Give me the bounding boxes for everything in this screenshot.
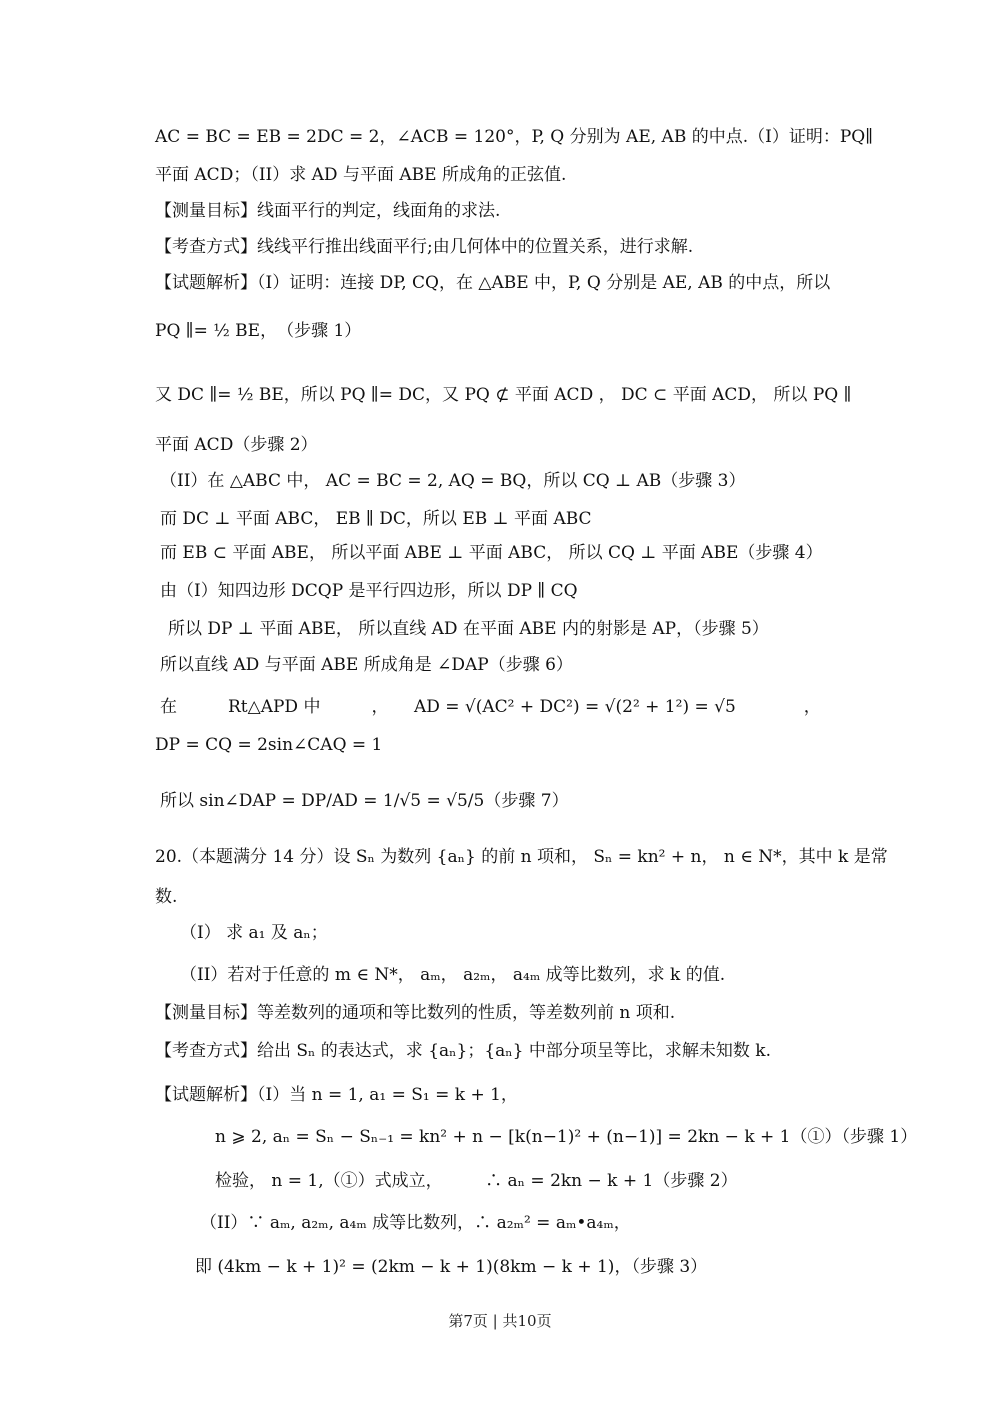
text-line: 检验， n = 1,（①）式成立， ∴ aₙ = 2kn − k + 1（步骤 2） [215, 1171, 738, 1191]
text-line: 所以 DP ⊥ 平面 ABE， 所以直线 AD 在平面 ABE 内的射影是 AP，（步骤 5） [168, 619, 769, 639]
text-line: （I） 求 a₁ 及 aₙ； [180, 923, 328, 943]
text-line: 20.（本题满分 14 分）设 Sₙ 为数列 {aₙ} 的前 n 项和， Sₙ = kn² + n， n ∈ N*，其中 k 是常 [155, 847, 888, 867]
text-line: 由（I）知四边形 DCQP 是平行四边形，所以 DP ∥ CQ [160, 581, 578, 601]
text-line: 而 EB ⊂ 平面 ABE， 所以平面 ABE ⊥ 平面 ABC， 所以 CQ ⊥ 平面 ABE（步骤 4） [160, 543, 823, 563]
text-line: 【测量目标】线面平行的判定，线面角的求法. [155, 201, 501, 221]
text-line: 所以 sin∠DAP = DP/AD = 1/√5 = √5/5（步骤 7） [160, 791, 569, 811]
text-line: （II）∵ aₘ, a₂ₘ, a₄ₘ 成等比数列，∴ a₂ₘ² = aₘ•a₄ₘ， [200, 1213, 631, 1233]
text-line: 数. [155, 887, 178, 907]
page-footer: 第7页 | 共10页 [448, 1312, 552, 1330]
text-line: 【考查方式】线线平行推出线面平行;由几何体中的位置关系，进行求解. [155, 237, 694, 257]
text-line: 【试题解析】（I）当 n = 1, a₁ = S₁ = k + 1， [155, 1085, 518, 1105]
text-line: 即 (4km − k + 1)² = (2km − k + 1)(8km − k + 1)，（步骤 3） [195, 1257, 708, 1277]
text-line: 【考查方式】给出 Sₙ 的表达式，求 {aₙ}；{aₙ} 中部分项呈等比，求解未知数 k. [155, 1041, 771, 1061]
text-line: 而 DC ⊥ 平面 ABC， EB ∥ DC，所以 EB ⊥ 平面 ABC [160, 509, 592, 529]
text-line: 平面 ACD；（II）求 AD 与平面 ABE 所成角的正弦值. [155, 165, 567, 185]
text-line: n ⩾ 2, aₙ = Sₙ − Sₙ₋₁ = kn² + n − [k(n−1)² + (n−1)] = 2kn − k + 1（①）（步骤 1） [215, 1127, 918, 1147]
text-line: 【试题解析】（I）证明：连接 DP, CQ，在 △ABE 中，P, Q 分别是 AE, AB 的中点，所以 [155, 273, 831, 293]
text-line: 所以直线 AD 与平面 ABE 所成角是 ∠DAP（步骤 6） [160, 655, 573, 675]
text-line: AC = BC = EB = 2DC = 2，∠ACB = 120°，P, Q 分别为 AE, AB 的中点.（I）证明：PQ∥ [155, 127, 874, 147]
text-line: （II）在 △ABC 中， AC = BC = 2, AQ = BQ，所以 CQ ⊥ AB（步骤 3） [160, 471, 746, 491]
text-line: （II）若对于任意的 m ∈ N*， aₘ， a₂ₘ， a₄ₘ 成等比数列，求 k 的值. [180, 965, 726, 985]
text-line: 又 DC ∥= ½ BE，所以 PQ ∥= DC，又 PQ ⊄ 平面 ACD ， DC ⊂ 平面 ACD， 所以 PQ ∥ [155, 385, 852, 405]
text-line: 【测量目标】等差数列的通项和等比数列的性质，等差数列前 n 项和. [155, 1003, 676, 1023]
text-line: PQ ∥= ½ BE， （步骤 1） [155, 321, 362, 341]
text-line: 在 Rt△APD 中 ， AD = √(AC² + DC²) = √(2² + 1²) = √5 ， [160, 697, 821, 717]
text-line: 平面 ACD（步骤 2） [155, 435, 318, 455]
text-line: DP = CQ = 2sin∠CAQ = 1 [155, 735, 383, 755]
